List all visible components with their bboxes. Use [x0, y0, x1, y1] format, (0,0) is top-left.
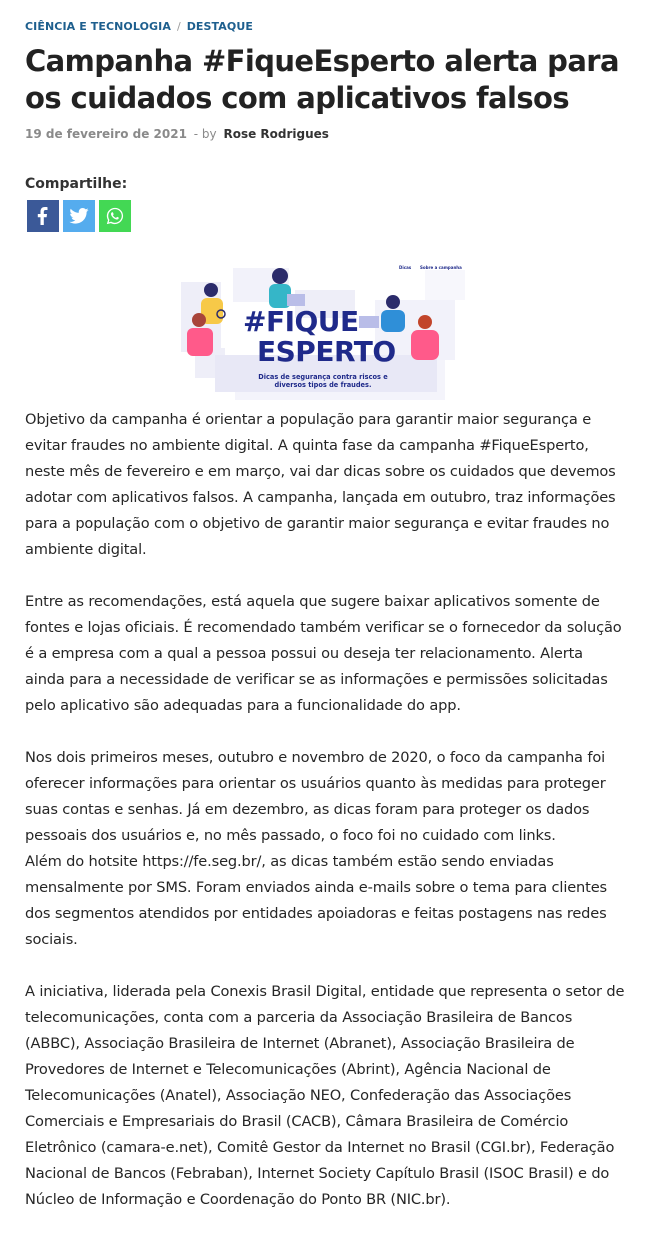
category-separator: /: [176, 20, 181, 33]
twitter-share-button[interactable]: [63, 200, 95, 232]
banner-tagline-line1: Dicas de segurança contra riscos e: [258, 373, 388, 381]
article-paragraph-line: Nos dois primeiros meses, outubro e novembro de 2020, o foco da campanha foi oferecer informações para orientar os usuários quanto às medidas para proteger suas contas e senhas. Já em dezembro, as dicas foram para proteger os dados pessoais dos usuários e, no mês passado, o foco foi no cuidado com links.: [25, 749, 606, 844]
article-paragraph: Objetivo da campanha é orientar a população para garantir maior segurança e evitar fraudes no ambiente digital. A quinta fase da campanha #FiqueEsperto, neste mês de fevereiro e em março, vai dar dicas sobre os cuidados que devemos adotar com aplicativos falsos. A campanha, lançada em outubro, traz informações para a população com o objetivo de garantir maior segurança e evitar fraudes no ambiente digital.: [25, 411, 616, 558]
article-paragraph: [25, 745, 625, 953]
campaign-banner-image: [175, 260, 471, 406]
category-breadcrumb: [25, 20, 253, 33]
banner-headline-line1: #FIQUE: [243, 305, 359, 338]
banner-tagline-line2: diversos tipos de fraudes.: [274, 381, 372, 389]
facebook-share-button[interactable]: [27, 200, 59, 232]
article-body: [25, 407, 625, 1239]
twitter-icon: [69, 208, 89, 224]
facebook-icon: [35, 207, 51, 225]
by-label: - by: [193, 127, 217, 141]
banner-headline-line2: ESPERTO: [257, 335, 396, 368]
category-link-ciencia-tecnologia[interactable]: CIÊNCIA E TECNOLOGIA: [25, 20, 171, 33]
article-paragraph: A iniciativa, liderada pela Conexis Brasil Digital, entidade que representa o setor de telecomunicações, conta com a parceria da Associação Brasileira de Bancos (ABBC), Associação Brasileira de Internet (Abranet), Associação Brasileira de Provedores de Internet e Telecomunicações (Abrint), Agência Nacional de Telecomunicações (Anatel), Associação NEO, Confederação das Associações Comerciais e Empresariais do Brasil (CACB), Câmara Brasileira de Comércio Eletrônico (camara-e.net), Comitê Gestor da Internet no Brasil (CGI.br), Federação Nacional de Bancos (Febraban), Internet Society Capítulo Brasil (ISOC Brasil) e do Núcleo de Informação e Coordenação do Ponto BR (NIC.br).: [25, 983, 625, 1208]
article-paragraph-line: Além do hotsite https://fe.seg.br/, as dicas também estão sendo enviadas mensalmente por SMS. Foram enviados ainda e-mails sobre o tema para clientes dos segmentos atendidos por entidades apoiadoras e feitas postagens nas redes sociais.: [25, 853, 608, 948]
share-label: Compartilhe:: [25, 176, 128, 192]
share-buttons: [27, 200, 131, 232]
page-title: Campanha #FiqueEsperto alerta para os cuidados com aplicativos falsos: [25, 44, 619, 115]
whatsapp-share-button[interactable]: [99, 200, 131, 232]
banner-nav-sobre: Sobre a campanha: [420, 265, 462, 270]
whatsapp-icon: [105, 206, 125, 226]
author-link[interactable]: Rose Rodrigues: [223, 127, 329, 141]
post-meta: [25, 127, 329, 141]
banner-nav-dicas: Dicas: [399, 265, 412, 270]
fique-esperto-illustration: [175, 260, 471, 406]
article-paragraph: Entre as recomendações, está aquela que sugere baixar aplicativos somente de fontes e lojas oficiais. É recomendado também verificar se o fornecedor da solução é a empresa com a qual a pessoa possui ou deseja ter relacionamento. Alerta ainda para a necessidade de verificar se as informações e permissões solicitadas pelo aplicativo são adequadas para a funcionalidade do app.: [25, 593, 622, 714]
category-link-destaque[interactable]: DESTAQUE: [186, 20, 254, 33]
post-date: 19 de fevereiro de 2021: [25, 127, 187, 141]
